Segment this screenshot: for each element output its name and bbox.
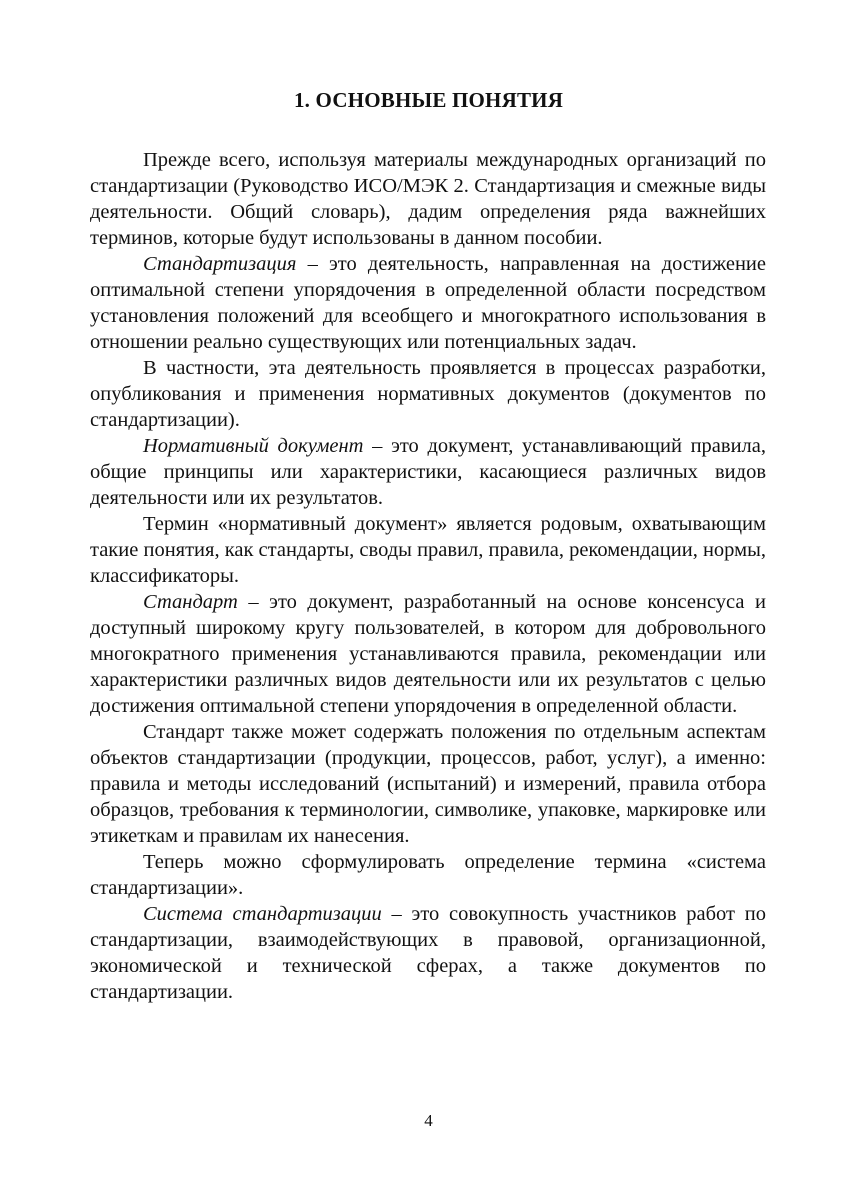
paragraph-text: Теперь можно сформулировать определение термина «система стандартизации». bbox=[90, 851, 766, 899]
paragraph-text: Термин «нормативный документ» является родовым, охватывающим такие понятия, как стандарты, своды правил, правила, рекомендации, нормы, классификаторы. bbox=[90, 513, 766, 587]
paragraph-definition-system bbox=[90, 901, 766, 1005]
defined-term: Стандартизация bbox=[143, 253, 297, 275]
paragraph-definition-standard bbox=[90, 589, 766, 719]
paragraph-formulate bbox=[90, 849, 766, 901]
page-title: 1. ОСНОВНЫЕ ПОНЯТИЯ bbox=[293, 88, 564, 112]
defined-term: Стандарт bbox=[143, 591, 238, 613]
defined-term: Система стандартизации bbox=[143, 903, 382, 925]
defined-term: Нормативный документ bbox=[143, 435, 364, 457]
paragraph-text: В частности, эта деятельность проявляется в процессах разработки, опубликования и применения нормативных документов (документов по стандартизации). bbox=[90, 357, 766, 431]
paragraph-text: – это совокупность участников работ по стандартизации, взаимодействующих в правовой, организационной, экономической и технической сферах, а также документов по стандартизации. bbox=[90, 903, 766, 1003]
paragraph-text: – это документ, устанавливающий правила, общие принципы или характеристики, касающиеся различных видов деятельности или их результатов. bbox=[90, 435, 767, 509]
paragraph-activity bbox=[90, 355, 766, 433]
paragraph-intro bbox=[90, 147, 766, 251]
paragraph-generic-term bbox=[90, 511, 766, 589]
paragraph-definition-normative-document bbox=[90, 433, 766, 511]
page-number: 4 bbox=[424, 1111, 433, 1130]
paragraph-definition-standardization bbox=[90, 251, 766, 355]
paragraph-text: – это деятельность, направленная на достижение оптимальной степени упорядочения в определенной области посредством установления положений для всеобщего и многократного использования в отношении реально существующих или потенциальных задач. bbox=[90, 253, 766, 353]
paragraph-standard-aspects bbox=[90, 719, 766, 849]
paragraph-text: – это документ, разработанный на основе консенсуса и доступный широкому кругу пользователей, в котором для добровольного многократного применения устанавливаются правила, рекомендации или характеристики различных видов деятельности или их результатов с целью достижения оптимальной степени упорядочения в определенной области. bbox=[90, 591, 766, 717]
body-text bbox=[90, 147, 766, 1005]
paragraph-text: Прежде всего, используя материалы международных организаций по стандартизации (Руководство ИСО/МЭК 2. Стандартизация и смежные виды деятельности. Общий словарь), дадим определения ряда важнейших терминов, которые будут использованы в данном пособии. bbox=[90, 149, 766, 249]
paragraph-text: Стандарт также может содержать положения по отдельным аспектам объектов стандартизации (продукции, процессов, работ, услуг), а именно: правила и методы исследований (испытаний) и измерений, правила отбора образцов, требования к терминологии, символике, упаковке, маркировке или этикеткам и правилам их нанесения. bbox=[90, 721, 766, 847]
